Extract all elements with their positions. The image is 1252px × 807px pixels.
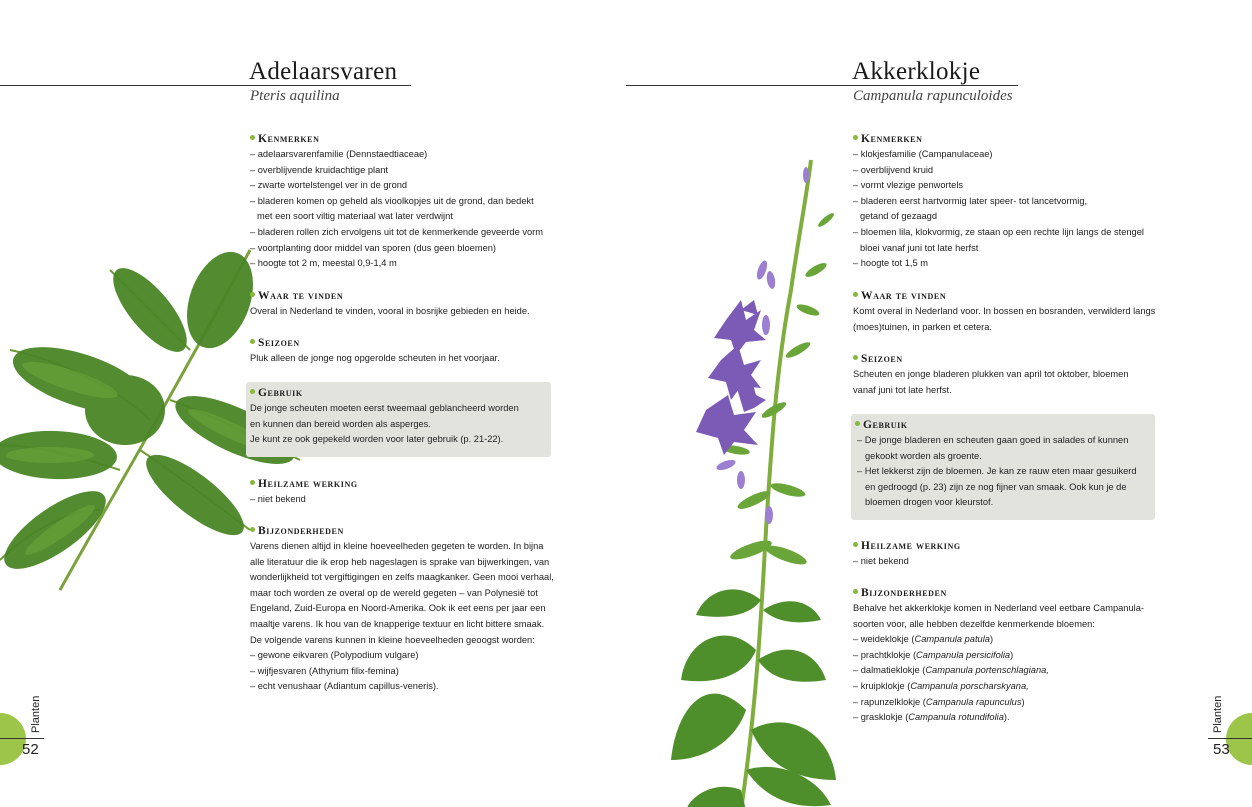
bullet-dot-icon	[250, 339, 255, 344]
bullet-dot-icon	[853, 355, 858, 360]
paragraph: Overal in Nederland te vinden, vooral in bosrijke gebieden en heide.	[250, 306, 530, 316]
list-item: – bloemen lila, klokvormig, ze staan op een rechte lijn langs de stengel	[853, 226, 1144, 237]
list-item: met een soort viltig materiaal wat later verdwijnt	[257, 211, 453, 222]
section-gebruik	[250, 386, 568, 448]
section-heading: Bijzonderheden	[250, 524, 568, 539]
section-kenmerken	[250, 132, 568, 272]
paragraph-line: wonderlijkheid tot vergiftigingen en zelfs maagkanker. Geen mooi verhaal,	[250, 572, 554, 583]
paragraph-line: De volgende varens kunnen in kleine hoeveelheden geoogst worden:	[250, 634, 535, 645]
section-heading: Heilzame werking	[853, 539, 1171, 554]
section-bijzonderheden	[853, 586, 1171, 726]
bullet-dot-icon	[250, 135, 255, 140]
section-heading: Bijzonderheden	[853, 586, 1171, 601]
bullet-dot-icon	[250, 389, 255, 394]
list-item: getand of gezaagd	[860, 211, 938, 222]
list-item: De jonge scheuten moeten eerst tweemaal geblancheerd worden	[250, 403, 519, 413]
list-item: bloei vanaf juni tot late herfst	[860, 242, 979, 253]
page-tab-rule	[1208, 738, 1252, 739]
section-heilzaam	[853, 539, 1171, 570]
paragraph-line: (moes)tuinen, in parken et cetera.	[853, 321, 993, 332]
paragraph-line: Varens dienen altijd in kleine hoeveelheden gegeten te worden. In bijna	[250, 541, 544, 551]
section-seizoen	[250, 336, 568, 367]
page-tab	[1226, 713, 1252, 765]
bullet-dot-icon	[250, 527, 255, 532]
list-item: – bladeren komen op geheld als vioolkopjes uit de grond, dan bedekt	[250, 195, 534, 206]
list-item: – grasklokje (Campanula rotundifolia).	[853, 712, 1010, 723]
section-heading: Waar te vinden	[250, 289, 568, 304]
section-heilzaam	[250, 477, 568, 508]
list-item: – echt venushaar (Adiantum capillus-veneris).	[250, 681, 439, 692]
page-tab-rule	[0, 738, 44, 739]
page-title: Akkerklokje	[852, 58, 981, 85]
section-label: Planten	[1212, 695, 1224, 733]
paragraph-line: Behalve het akkerklokje komen in Nederland veel eetbare Campanula-	[853, 603, 1144, 613]
list-item: en kunnen dan bereid worden als asperges.	[250, 418, 431, 429]
section-heading: Heilzame werking	[250, 477, 568, 492]
list-item: – gewone eikvaren (Polypodium vulgare)	[250, 650, 419, 661]
list-item: – dalmatieklokje (Campanula portenschlagiana,	[853, 665, 1049, 676]
list-item: – niet bekend	[250, 494, 306, 504]
list-item: – hoogte tot 2 m, meestal 0,9-1,4 m	[250, 258, 397, 269]
right-page	[626, 0, 1252, 807]
latin-name: Campanula rapunculoides	[853, 88, 1013, 104]
list-item: Je kunt ze ook gepekeld worden voor later gebruik (p. 21-22).	[250, 434, 504, 445]
paragraph-line: maar toch worden ze overal op de wereld gegeten – van Polynesië tot	[250, 587, 538, 598]
page-number: 52	[22, 741, 39, 758]
list-item: – overblijvende kruidachtige plant	[250, 164, 388, 175]
list-item: gekookt worden als groente.	[865, 450, 982, 461]
bullet-dot-icon	[853, 589, 858, 594]
section-gebruik	[853, 418, 1171, 511]
list-item: – Het lekkerst zijn de bloemen. Je kan ze rauw eten maar gesuikerd	[857, 466, 1137, 477]
paragraph-line: vanaf juni tot late herfst.	[853, 384, 952, 395]
section-heading: Waar te vinden	[853, 289, 1171, 304]
section-heading: Gebruik	[250, 386, 568, 401]
list-item: – kruipklokje (Campanula porscharskyana,	[853, 680, 1029, 691]
list-item: – De jonge bladeren en scheuten gaan goed in salades of kunnen	[857, 435, 1129, 445]
paragraph-line: maaltje varens. Ik hou van de knapperige textuur en licht bittere smaak.	[250, 618, 545, 629]
list-item: – adelaarsvarenfamilie (Dennstaedtiaceae)	[250, 149, 428, 159]
paragraph-line: soorten voor, alle hebben dezelfde kenmerkende bloemen:	[853, 618, 1095, 629]
section-heading: Kenmerken	[250, 132, 568, 147]
bullet-dot-icon	[853, 135, 858, 140]
section-heading: Gebruik	[853, 418, 1171, 433]
section-kenmerken	[853, 132, 1171, 272]
list-item: – klokjesfamilie (Campanulaceae)	[853, 149, 993, 159]
bullet-dot-icon	[853, 542, 858, 547]
latin-name: Pteris aquilina	[250, 88, 340, 104]
list-item: – overblijvend kruid	[853, 164, 934, 175]
list-item: – niet bekend	[853, 556, 909, 566]
section-waar	[853, 289, 1171, 335]
list-item: – bladeren eerst hartvormig later speer- tot lancetvormig,	[853, 195, 1088, 206]
bullet-dot-icon	[855, 421, 860, 426]
section-bijzonderheden	[250, 524, 568, 695]
section-heading: Seizoen	[250, 336, 568, 351]
list-item: – prachtklokje (Campanula persicifolia)	[853, 649, 1014, 660]
list-item: bloemen drogen voor kleurstof.	[865, 497, 994, 508]
paragraph-line: Engeland, Zuid-Europa en Noord-Amerika. Ook ik eet eens per jaar een	[250, 603, 546, 614]
paragraph-line: Komt overal in Nederland voor. In bossen en bosranden, verwilderd langs	[853, 306, 1156, 316]
list-item: – hoogte tot 1,5 m	[853, 258, 928, 269]
section-heading: Kenmerken	[853, 132, 1171, 147]
bullet-dot-icon	[853, 292, 858, 297]
paragraph-line: Scheuten en jonge bladeren plukken van april tot oktober, bloemen	[853, 369, 1129, 379]
page-number: 53	[1213, 741, 1230, 758]
section-seizoen	[853, 352, 1171, 398]
list-item: – bladeren rollen zich ervolgens uit tot de kenmerkende geveerde vorm	[250, 226, 544, 237]
list-item: – wijfjesvaren (Athyrium filix-femina)	[250, 665, 399, 676]
list-item: – rapunzelklokje (Campanula rapunculus)	[853, 696, 1025, 707]
paragraph: Pluk alleen de jonge nog opgerolde scheuten in het voorjaar.	[250, 353, 500, 363]
bullet-dot-icon	[250, 480, 255, 485]
paragraph-line: alle literatuur die ik erop heb nageslagen is sprake van bijwerkingen, van	[250, 556, 550, 567]
page-title: Adelaarsvaren	[249, 58, 398, 85]
section-waar	[250, 289, 568, 320]
list-item: – zwarte wortelstengel ver in de grond	[250, 180, 408, 191]
list-item: – voortplanting door middel van sporen (dus geen bloemen)	[250, 242, 497, 253]
bullet-dot-icon	[250, 292, 255, 297]
list-item: – vormt vlezige penwortels	[853, 180, 964, 191]
section-label: Planten	[30, 695, 42, 733]
list-item: en gedroogd (p. 23) zijn ze nog fijner van smaak. Ook kun je de	[865, 481, 1127, 492]
list-item: – weideklokje (Campanula patula)	[853, 634, 994, 645]
section-heading: Seizoen	[853, 352, 1171, 367]
